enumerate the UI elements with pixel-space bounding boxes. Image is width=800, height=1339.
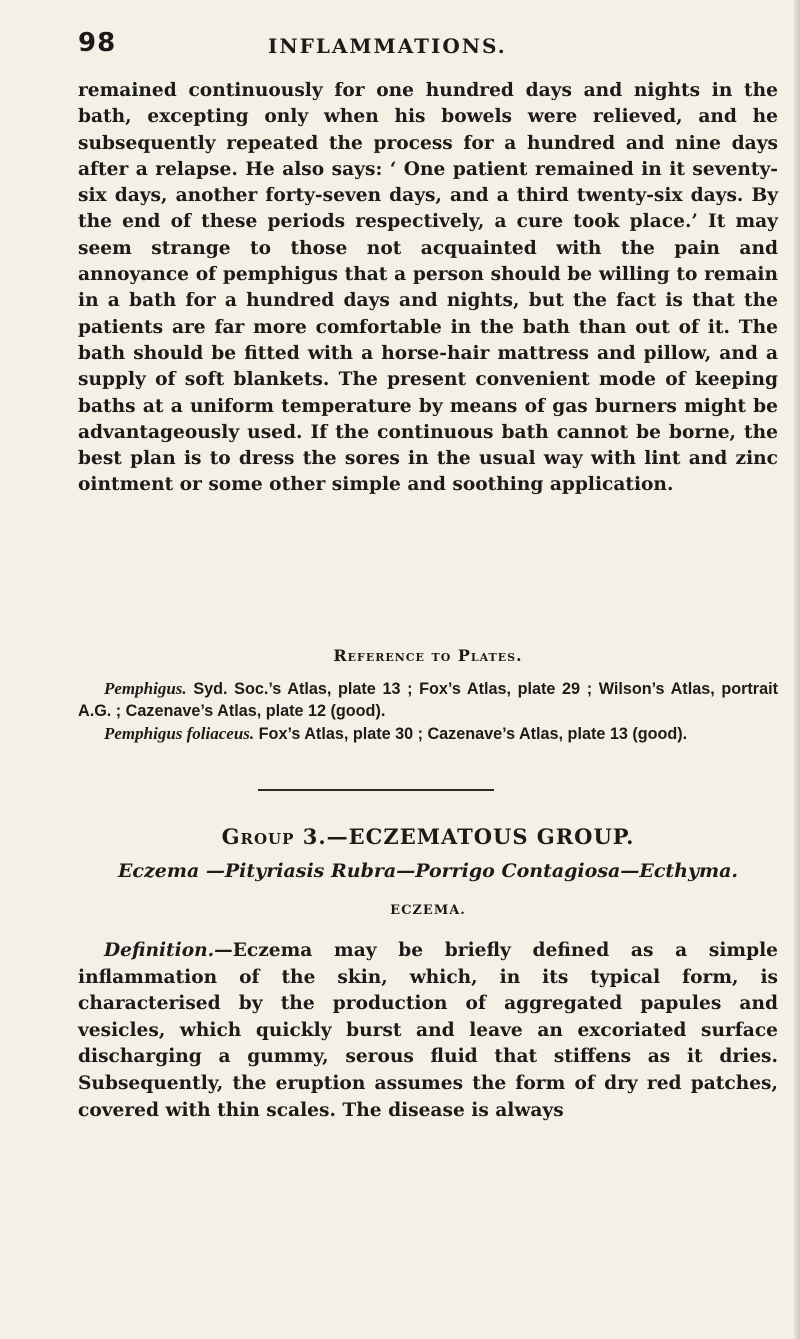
group-heading bbox=[78, 824, 778, 849]
page-edge bbox=[794, 0, 800, 1339]
reference-term: Pemphigus foliaceus. bbox=[104, 723, 255, 743]
reference-term: Pemphigus. bbox=[104, 679, 187, 698]
definition-term: Definition. bbox=[104, 940, 215, 961]
page-header bbox=[78, 28, 778, 62]
definition-paragraph bbox=[78, 938, 778, 1124]
reference-entry bbox=[78, 723, 778, 745]
definition-section bbox=[78, 938, 778, 1124]
section-divider bbox=[258, 789, 494, 791]
group-heading-rest: 3.—ECZEMATOUS GROUP. bbox=[302, 824, 635, 849]
reference-text: Syd. Soc.’s Atlas, plate 13 ; Fox’s Atlas, plate 29 ; Wilson’s Atlas, portrait A.G. ; Cazenave’s Atlas, plate 12 (good). bbox=[78, 680, 779, 721]
reference-list bbox=[78, 678, 778, 745]
reference-entry bbox=[78, 678, 778, 723]
reference-heading: Reference to Plates. bbox=[333, 646, 523, 665]
group-heading-prefix: Group bbox=[221, 824, 295, 849]
body-text bbox=[78, 78, 778, 499]
group-subtitle: Eczema —Pityriasis Rubra—Porrigo Contagiosa—Ecthyma. bbox=[117, 860, 739, 882]
page-number: 98 bbox=[78, 28, 117, 58]
body-paragraph: remained continuously for one hundred days and nights in the bath, excepting only when his bowels were relieved, and he subsequently repeated the process for a hundred and nine days after a relapse. He also says: ‘ One patient remained in it seventy-six days, another forty-seven days, and a third twenty-six days. By the end of these periods respectively, a cure took place.’ It may seem strange to those not acquainted with the pain and annoyance of pemphigus that a person should be willing to remain in a bath for a hundred days and nights, but the fact is that the patients are far more comfortable in the bath than out of it. The bath should be fitted with a horse-hair mattress and pillow, and a supply of soft blankets. The present convenient mode of keeping baths at a uniform temperature by means of gas burners might be advantageously used. If the continuous bath cannot be borne, the best plan is to dress the sores in the usual way with lint and zinc ointment or some other simple and soothing application. bbox=[78, 80, 778, 496]
section-heading: ECZEMA. bbox=[390, 903, 466, 918]
running-head: INFLAMMATIONS. bbox=[268, 34, 507, 58]
reference-text: Fox’s Atlas, plate 30 ; Cazenave’s Atlas, plate 13 (good). bbox=[258, 724, 688, 743]
definition-text: —Eczema may be briefly defined as a simple inflammation of the skin, which, in its typical form, is characterised by the production of aggregated papules and vesicles, which quickly burst and leave an excoriated surface discharging a gummy, serous fluid that stiffens as it dries. Subsequently, the eruption assumes the form of dry red patches, covered with thin scales. The disease is always bbox=[78, 940, 778, 1121]
